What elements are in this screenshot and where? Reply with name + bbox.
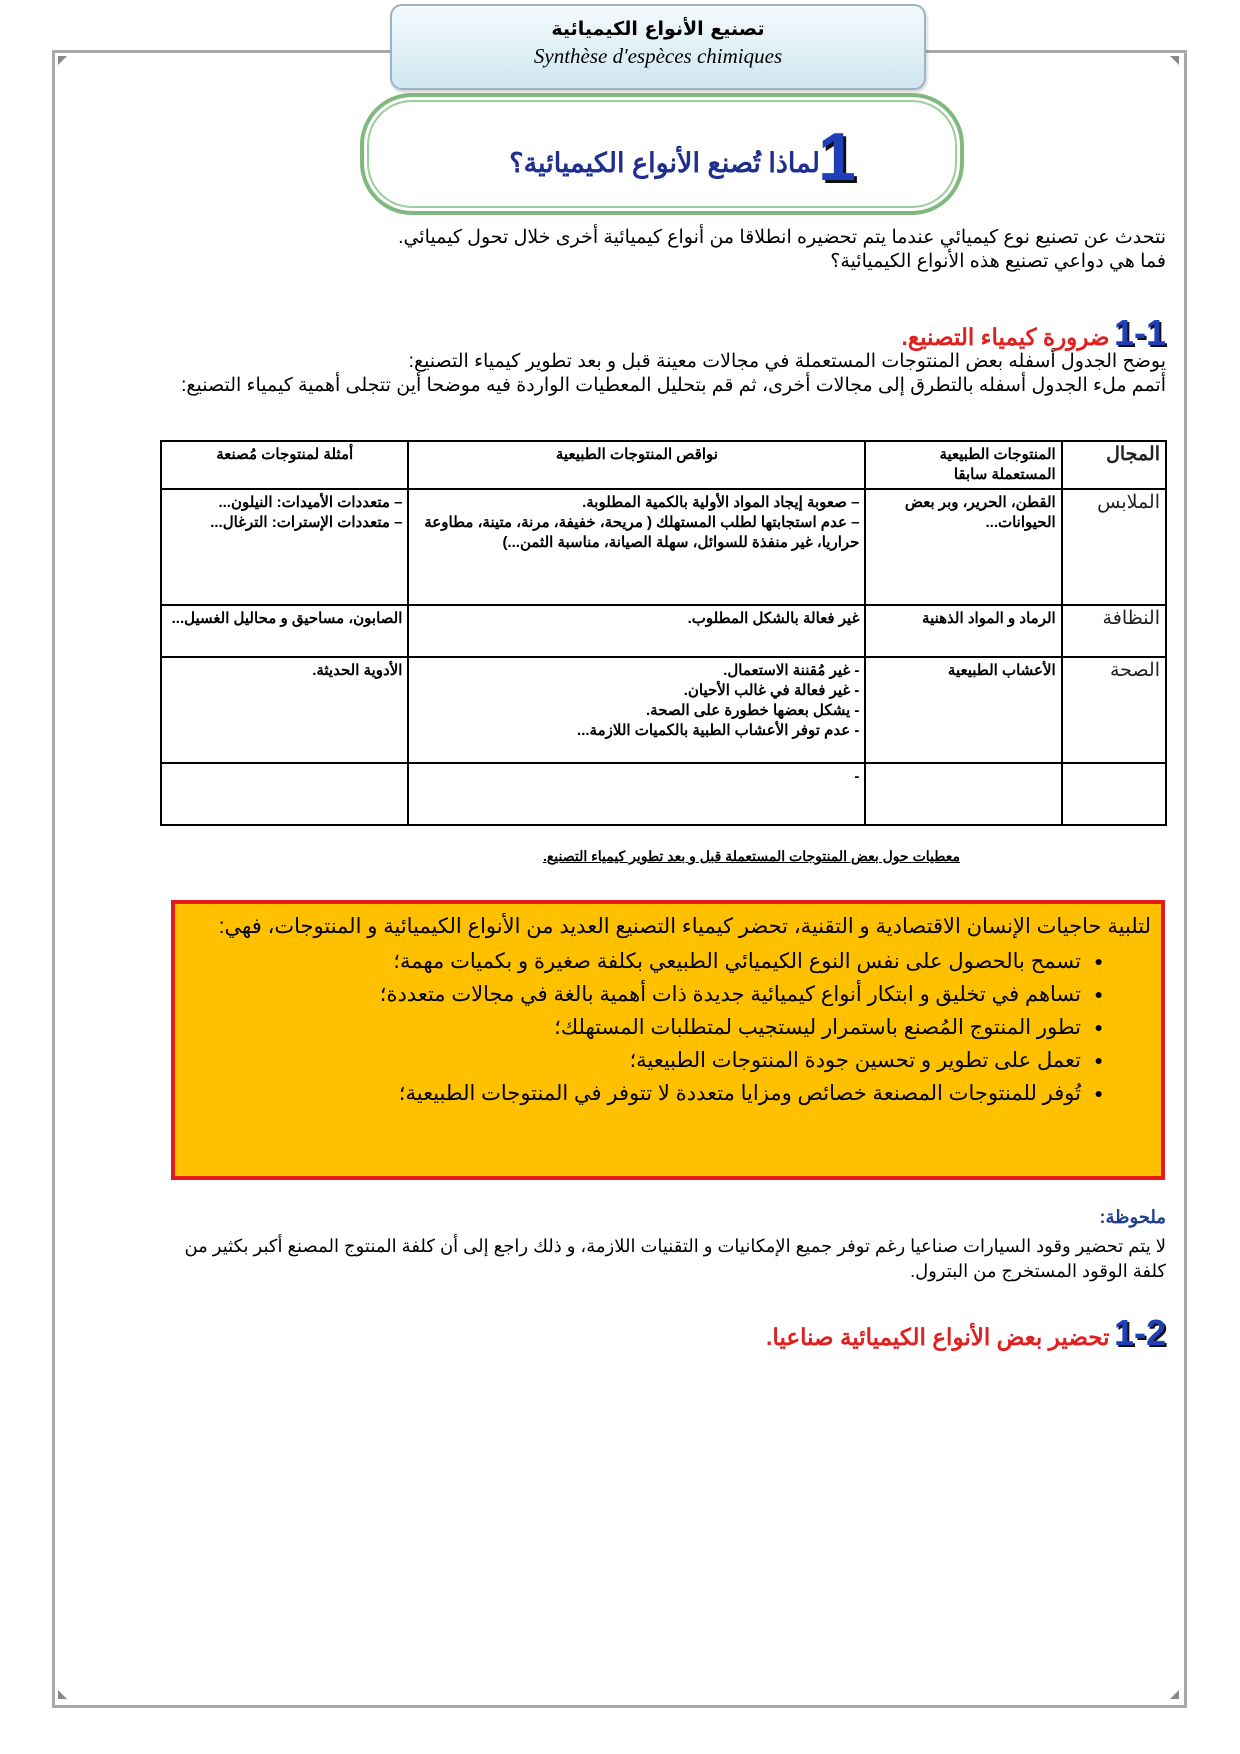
header-examples: أمثلة لمنتوجات مُصنعة xyxy=(161,441,408,489)
table-row-empty xyxy=(161,763,1166,825)
conclusion-intro: لتلبية حاجيات الإنسان الاقتصادية و التقنية، تحضر كيمياء التصنيع العديد من الأنواع الكيميائية و المنتوجات، فهي: xyxy=(218,915,1151,938)
defect-item: غير فعالة بالشكل المطلوب. xyxy=(687,610,860,627)
conclusion-box xyxy=(171,900,1165,1180)
page-header xyxy=(390,4,926,90)
cell-domain: الصحة xyxy=(1062,657,1166,763)
header-defects: نواقص المنتوجات الطبيعية xyxy=(408,441,865,489)
subsection-number: 1-2 xyxy=(1113,1312,1166,1353)
cell-defects xyxy=(408,489,865,605)
cell-examples xyxy=(161,657,408,763)
frame-left-border xyxy=(52,50,55,1705)
cell-natural xyxy=(865,763,1061,825)
subsection-title: تحضير بعض الأنواع الكيميائية صناعيا. xyxy=(766,1324,1110,1350)
subsection-text-1: يوضح الجدول أسفله بعض المنتوجات المستعملة في مجالات معينة قبل و بعد تطوير كيمياء التصنيع: xyxy=(408,351,1166,372)
cell-domain: النظافة xyxy=(1062,605,1166,657)
frame-bottom-border xyxy=(52,1705,1187,1708)
header-title-french: Synthèse d'espèces chimiques xyxy=(533,44,783,68)
conclusion-list xyxy=(185,945,1103,1110)
table-caption: معطيات حول بعض المنتوجات المستعملة قبل و بعد تطوير كيمياء التصنيع. xyxy=(542,848,960,864)
subsection-title: ضرورة كيمياء التصنيع. xyxy=(901,324,1110,350)
list-item: ● تعمل على تطوير و تحسين جودة المنتوجات الطبيعية؛ xyxy=(185,1044,1103,1077)
corner-mark-bottom-left xyxy=(58,1690,67,1699)
example-item: الصابون، مساحيق و محاليل الغسيل... xyxy=(171,610,403,627)
table-header-row xyxy=(161,441,1166,489)
intro-paragraph xyxy=(160,226,1166,274)
remark-text: لا يتم تحضير وقود السيارات صناعيا رغم توفر جميع الإمكانيات و التقنيات اللازمة، و ذلك راجع إلى أن كلفة المنتوج المصنع أكبر بكثير من كلفة الوقود المستخرج من البترول. xyxy=(184,1236,1166,1281)
subsection-number: 1-1 xyxy=(1113,312,1166,353)
cell-natural: الرماد و المواد الذهنية xyxy=(865,605,1061,657)
cell-examples xyxy=(161,489,408,605)
frame-right-border xyxy=(1184,50,1187,1705)
cell-natural: الأعشاب الطبيعية xyxy=(865,657,1061,763)
list-item: ● تطور المنتوج المُصنع باستمرار ليستجيب لمتطلبات المستهلك؛ xyxy=(185,1011,1103,1044)
list-item: ● تساهم في تخليق و ابتكار أنواع كيميائية جديدة ذات أهمية بالغة في مجالات متعددة؛ xyxy=(185,978,1103,1011)
products-table xyxy=(160,440,1167,826)
example-item: الأدوية الحديثة. xyxy=(312,662,403,679)
subsection-1-1-text xyxy=(160,350,1166,398)
defect-item: – عدم استجابتها لطلب المستهلك ( مريحة، خفيفة، مرنة، متينة، مطاوعة حراريا، غير منفذة للسوائل، سهلة الصيانة، مناسبة الثمن...) xyxy=(424,514,860,551)
cell-examples xyxy=(161,763,408,825)
example-item: – متعددات الإسترات: الترغال... xyxy=(210,514,403,531)
table-row xyxy=(161,657,1166,763)
defect-item: - xyxy=(854,768,860,785)
example-item: – متعددات الأميدات: النيلون... xyxy=(218,494,403,511)
table-row xyxy=(161,489,1166,605)
section-number: 1 xyxy=(818,119,856,195)
cell-defects xyxy=(408,763,865,825)
subsection-text-2: أتمم ملء الجدول أسفله بالتطرق إلى مجالات أخرى، ثم قم بتحليل المعطيات الواردة فيه موضحا أين تتجلى أهمية كيمياء التصنيع: xyxy=(181,375,1166,396)
cell-defects xyxy=(408,605,865,657)
header-natural: المنتوجات الطبيعية المستعملة سابقا xyxy=(865,441,1061,489)
defect-item: - عدم توفر الأعشاب الطبية بالكميات اللازمة... xyxy=(577,722,860,739)
subsection-1-1-heading xyxy=(600,312,1166,354)
defect-item: - غير فعالة في غالب الأحيان. xyxy=(683,682,860,699)
cell-examples xyxy=(161,605,408,657)
corner-mark-bottom-right xyxy=(1170,1690,1179,1699)
intro-line-2: فما هي دواعي تصنيع هذه الأنواع الكيميائية؟ xyxy=(830,251,1166,272)
header-title-arabic: تصنيع الأنواع الكيميائية xyxy=(551,18,765,40)
table-row xyxy=(161,605,1166,657)
subsection-1-2-heading xyxy=(500,1312,1166,1354)
list-item: ● تُوفر للمنتوجات المصنعة خصائص ومزايا متعددة لا تتوفر في المنتوجات الطبيعية؛ xyxy=(185,1077,1103,1110)
cell-domain: الملابس xyxy=(1062,489,1166,605)
list-item: ● تسمح بالحصول على نفس النوع الكيميائي الطبيعي بكلفة صغيرة و بكميات مهمة؛ xyxy=(185,945,1103,978)
defect-item: - غير مُقننة الاستعمال. xyxy=(723,662,860,679)
section-title: لماذا تُصنع الأنواع الكيميائية؟ xyxy=(509,148,820,178)
corner-mark-top-left xyxy=(58,56,67,65)
header-domain: المجال xyxy=(1062,441,1166,489)
cell-domain xyxy=(1062,763,1166,825)
defect-item: – صعوبة إيجاد المواد الأولية بالكمية المطلوبة. xyxy=(582,494,860,511)
defect-item: - يشكل بعضها خطورة على الصحة. xyxy=(646,702,860,719)
cell-natural: القطن، الحرير، وبر بعض الحيوانات... xyxy=(865,489,1061,605)
remark-label: ملحوظة: xyxy=(1099,1207,1166,1227)
corner-mark-top-right xyxy=(1170,56,1179,65)
intro-line-1: نتحدث عن تصنيع نوع كيميائي عندما يتم تحضيره انطلاقا من أنواع كيميائية أخرى خلال تحول كيميائي. xyxy=(398,227,1166,248)
cell-defects xyxy=(408,657,865,763)
